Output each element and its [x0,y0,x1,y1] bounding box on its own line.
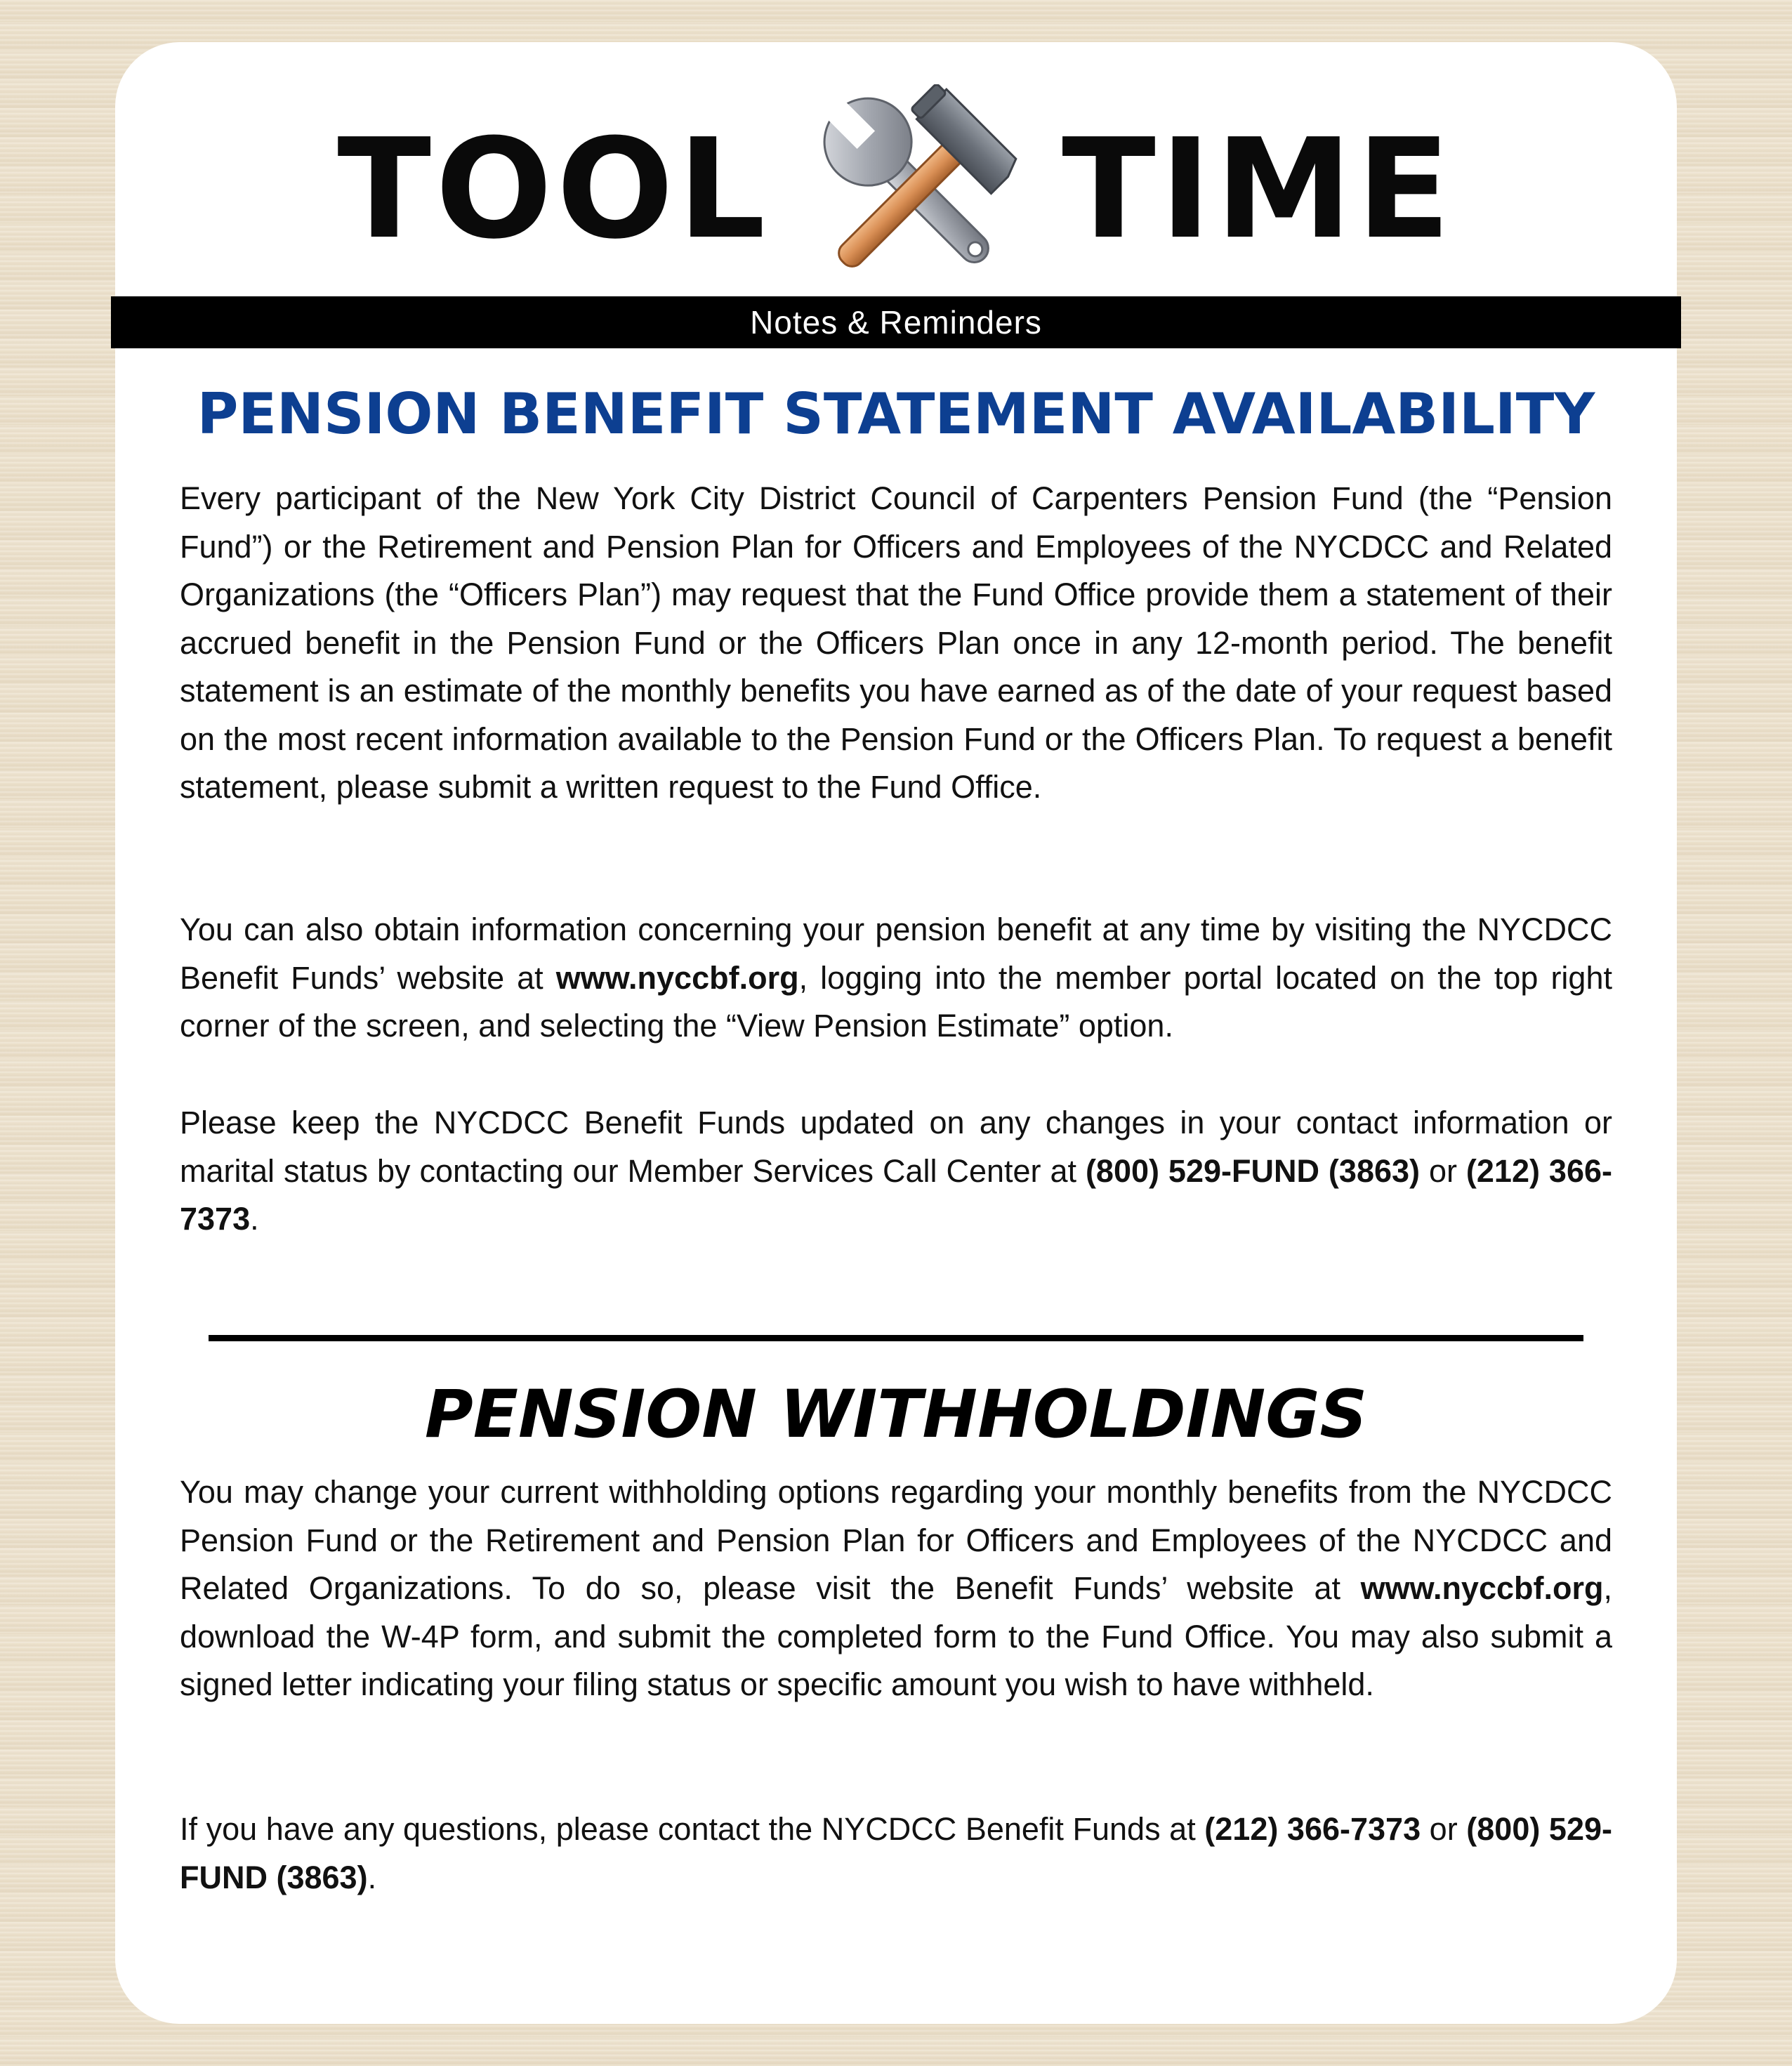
text: . [367,1859,377,1895]
text: You may change your current withholding options regarding your monthly benefits from the NYCDCC Pension Fund or the Retirement and Pension Plan for Officers and Employees of the NYCDCC and Related Organizations. To do so, please visit the Benefit Funds’ website at [180,1474,1612,1606]
phone-number: (800) 529-FUND (3863) [180,1811,1612,1895]
page-title [115,84,1677,295]
text: . [250,1201,259,1237]
withholdings-paragraph-2 [180,1805,1612,1902]
website-link[interactable]: www.nyccbf.org [1360,1570,1604,1606]
text: Please keep the NYCDCC Benefit Funds updated on any changes in your contact information or marital status by contacting our Member Services Call Center at [180,1105,1612,1189]
phone-number: (800) 529-FUND (3863) [1085,1152,1421,1189]
website-link[interactable]: www.nyccbf.org [555,959,799,996]
text: If you have any questions, please contact the NYCDCC Benefit Funds at [180,1811,1205,1847]
section-title-withholdings: PENSION WITHHOLDINGS [424,1376,1368,1453]
notes-banner: Notes & Reminders [111,296,1681,348]
withholdings-paragraph-1 [180,1468,1612,1709]
phone-number: (212) 366-7373 [180,1152,1612,1237]
section-title-statement: PENSION BENEFIT STATEMENT AVAILABILITY [197,381,1595,447]
statement-paragraph-2 [180,906,1612,1051]
title-tool: TOOL [337,110,770,270]
text: , download the W-4P form, and submit the completed form to the Fund Office. You may also submit a signed letter indicating your filing status or specific amount you wish to have withheld. [180,1570,1612,1702]
text: or [1421,1811,1467,1847]
statement-paragraph-1: Every participant of the New York City District Council of Carpenters Pension Fund (the “Pension Fund”) or the Retirement and Pension Plan for Officers and Employees of the NYCDCC and Related Organizations (the “Officers Plan”) may request that the Fund Office provide them a statement of their accrued benefit in the Pension Fund or the Officers Plan once in any 12-month period. The benefit statement is an estimate of the monthly benefits you have earned as of the date of your request based on the most recent information available to the Pension Fund or the Officers Plan. To request a benefit statement, please submit a written request to the Fund Office. [180,480,1612,805]
text: or [1420,1152,1466,1189]
title-time: TIME [1062,110,1455,270]
phone-number: (212) 366-7373 [1204,1811,1421,1847]
text: You can also obtain information concerning your pension benefit at any time by visiting the NYCDCC Benefit Funds’ website at [180,912,1612,996]
hammer-and-wrench-icon [806,84,1025,295]
statement-paragraph-3 [180,1099,1612,1244]
section-divider [209,1335,1583,1341]
text: , logging into the member portal located on the top right corner of the screen, and selecting the “View Pension Estimate” option. [180,959,1612,1044]
